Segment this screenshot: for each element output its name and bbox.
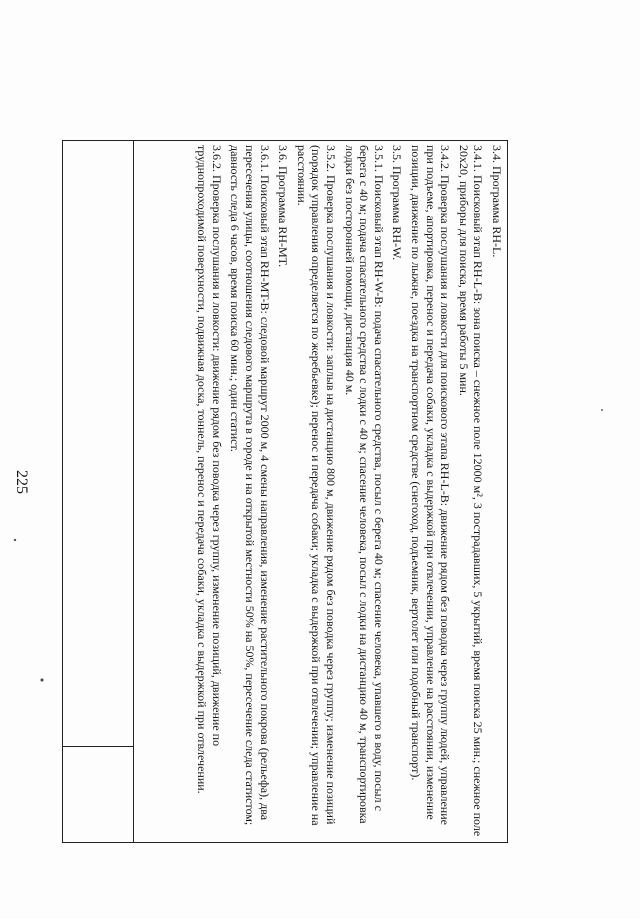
table-column-divider xyxy=(62,746,134,747)
paragraph-3-5-1: 3.5.1. Поисковый этап RH-W-B: подача спасательного средства, посыл с берега 40 м; спасение человека, упавшего в воду, посыл с берега с 40 м; подача спасательного средства с лодки с 40 м; спасение человека, посыл с лодки на дистанцию 40 м, транспортировка лодки без посторонней помощи, дистанция 40 м. xyxy=(342,145,386,824)
scan-dot xyxy=(41,679,44,682)
paragraph-3-5-2: 3.5.2. Проверка послушания и ловкости: заплыв на дистанцию 800 м, движение рядом без поводка через группу; изменение позиций (порядок управления определяется по жеребьевке); перенос и передача собаки; укладка с выдержкой при отвлечении; управление на расстоянии. xyxy=(294,145,339,826)
section-heading-rh-l: 3.4. Программа RH-L. xyxy=(490,145,504,258)
rotated-table-page xyxy=(62,140,508,843)
paragraph-3-4-2: 3.4.2. Проверка послушания и ловкости для поискового этапа RH-L-B: движение рядом без поводка через группу людей, управление при подъеме, апортировка, перенос и передача собаки, укладка с выдержкой при отвлечении, управление на расстоянии, изменение позиции, движение по лыжне, поездка на транспортном средстве (снегоход, подъемник, вертолет или подобный транспорт). xyxy=(409,145,453,825)
table-row-divider xyxy=(133,140,134,843)
scan-dot xyxy=(601,409,603,411)
paragraph-3-4-1: 3.4.1. Поисковый этап RH-L-B: зона поиска – снежное поле 12000 м², 3 пострадавших, 5 укрытий, время поиска 25 мин.; снежное поле 20х20, приборы для поиска, время работы 5 мин. xyxy=(456,145,486,837)
scan-dot xyxy=(14,539,16,541)
paragraph-3-6-1: 3.6.1. Поисковый этап RH-MT-B: следовой маршрут 2000 м, 4 смены направления, изменение растительного покрова (рельефа), два пересечения улицы, соотношения следового маршрута в городе и на открытой местности 50% на 50%, пересечение следа статистом; давность следа 6 часов, время поиска 60 мин.; один статист. xyxy=(228,145,272,826)
section-heading-rh-mt: 3.6. Программа RH-MT. xyxy=(276,145,291,268)
page-number: 225 xyxy=(13,470,30,494)
paragraph-3-6-2: 3.6.2. Проверка послушания и ловкости: движение рядом без поводка через группу, изменение позиций, движение по труднопроходимой поверхности, подвижная доска, тоннель, перенос и передача собаки, укладка с выдержкой при отвлечении. xyxy=(195,145,224,794)
table-cell-content xyxy=(138,145,504,840)
section-heading-rh-w: 3.5. Программа RH-W. xyxy=(390,145,405,261)
